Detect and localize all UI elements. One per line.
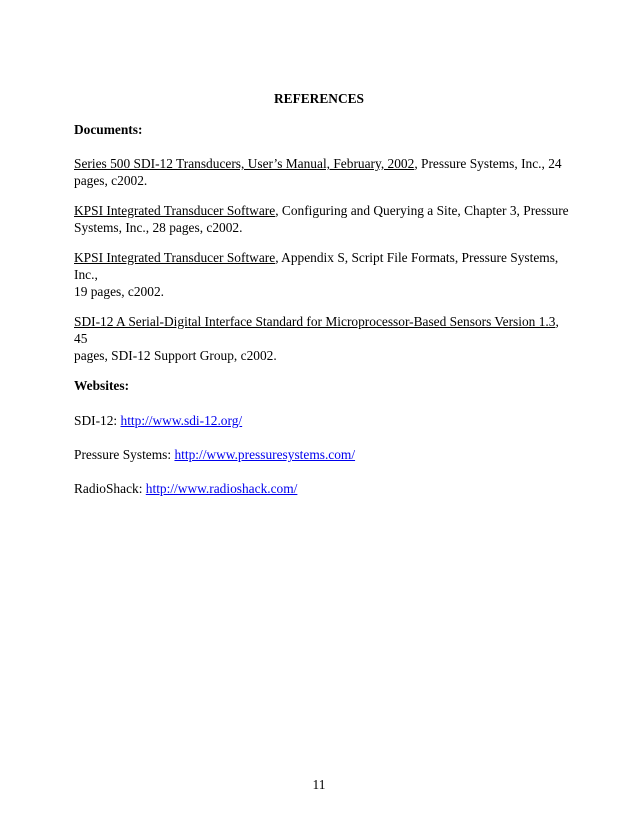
document-entry [74, 202, 574, 236]
website-entry [74, 480, 574, 497]
document-title: Series 500 SDI-12 Transducers, User’s Manual, February, 2002 [74, 156, 415, 171]
document-details-cont: Systems, Inc., 28 pages, c2002. [74, 220, 243, 235]
document-title: KPSI Integrated Transducer Software [74, 203, 276, 218]
document-details-cont: pages, c2002. [74, 173, 148, 188]
website-link-radioshack[interactable]: http://www.radioshack.com/ [145, 481, 298, 496]
website-link-sdi12[interactable]: http://www.sdi-12.org/ [120, 413, 243, 428]
document-entry [74, 155, 574, 189]
website-entry [74, 446, 574, 463]
references-content [74, 121, 574, 497]
document-details: , 45 [74, 314, 559, 346]
document-title: KPSI Integrated Transducer Software [74, 250, 276, 265]
document-entry [74, 249, 574, 300]
website-label: Pressure Systems: [74, 447, 175, 462]
website-link-pressure-systems[interactable]: http://www.pressuresystems.com/ [174, 447, 356, 462]
websites-heading: Websites: [74, 378, 130, 393]
page-title: REFERENCES [273, 91, 365, 106]
document-details-cont: 19 pages, c2002. [74, 284, 164, 299]
document-details: , Appendix S, Script File Formats, Pressure Systems, Inc., [74, 250, 559, 282]
page-number: 11 [312, 777, 326, 792]
document-title: SDI-12 A Serial-Digital Interface Standard for Microprocessor-Based Sensors Version 1.3 [74, 314, 556, 329]
website-label: SDI-12: [74, 413, 121, 428]
documents-heading: Documents: [74, 122, 143, 137]
document-entry [74, 313, 574, 364]
website-entry [74, 412, 574, 429]
document-details: , Configuring and Querying a Site, Chapter 3, Pressure [275, 203, 569, 218]
website-label: RadioShack: [74, 481, 146, 496]
document-details: , Pressure Systems, Inc., 24 [414, 156, 562, 171]
document-details-cont: pages, SDI-12 Support Group, c2002. [74, 348, 277, 363]
